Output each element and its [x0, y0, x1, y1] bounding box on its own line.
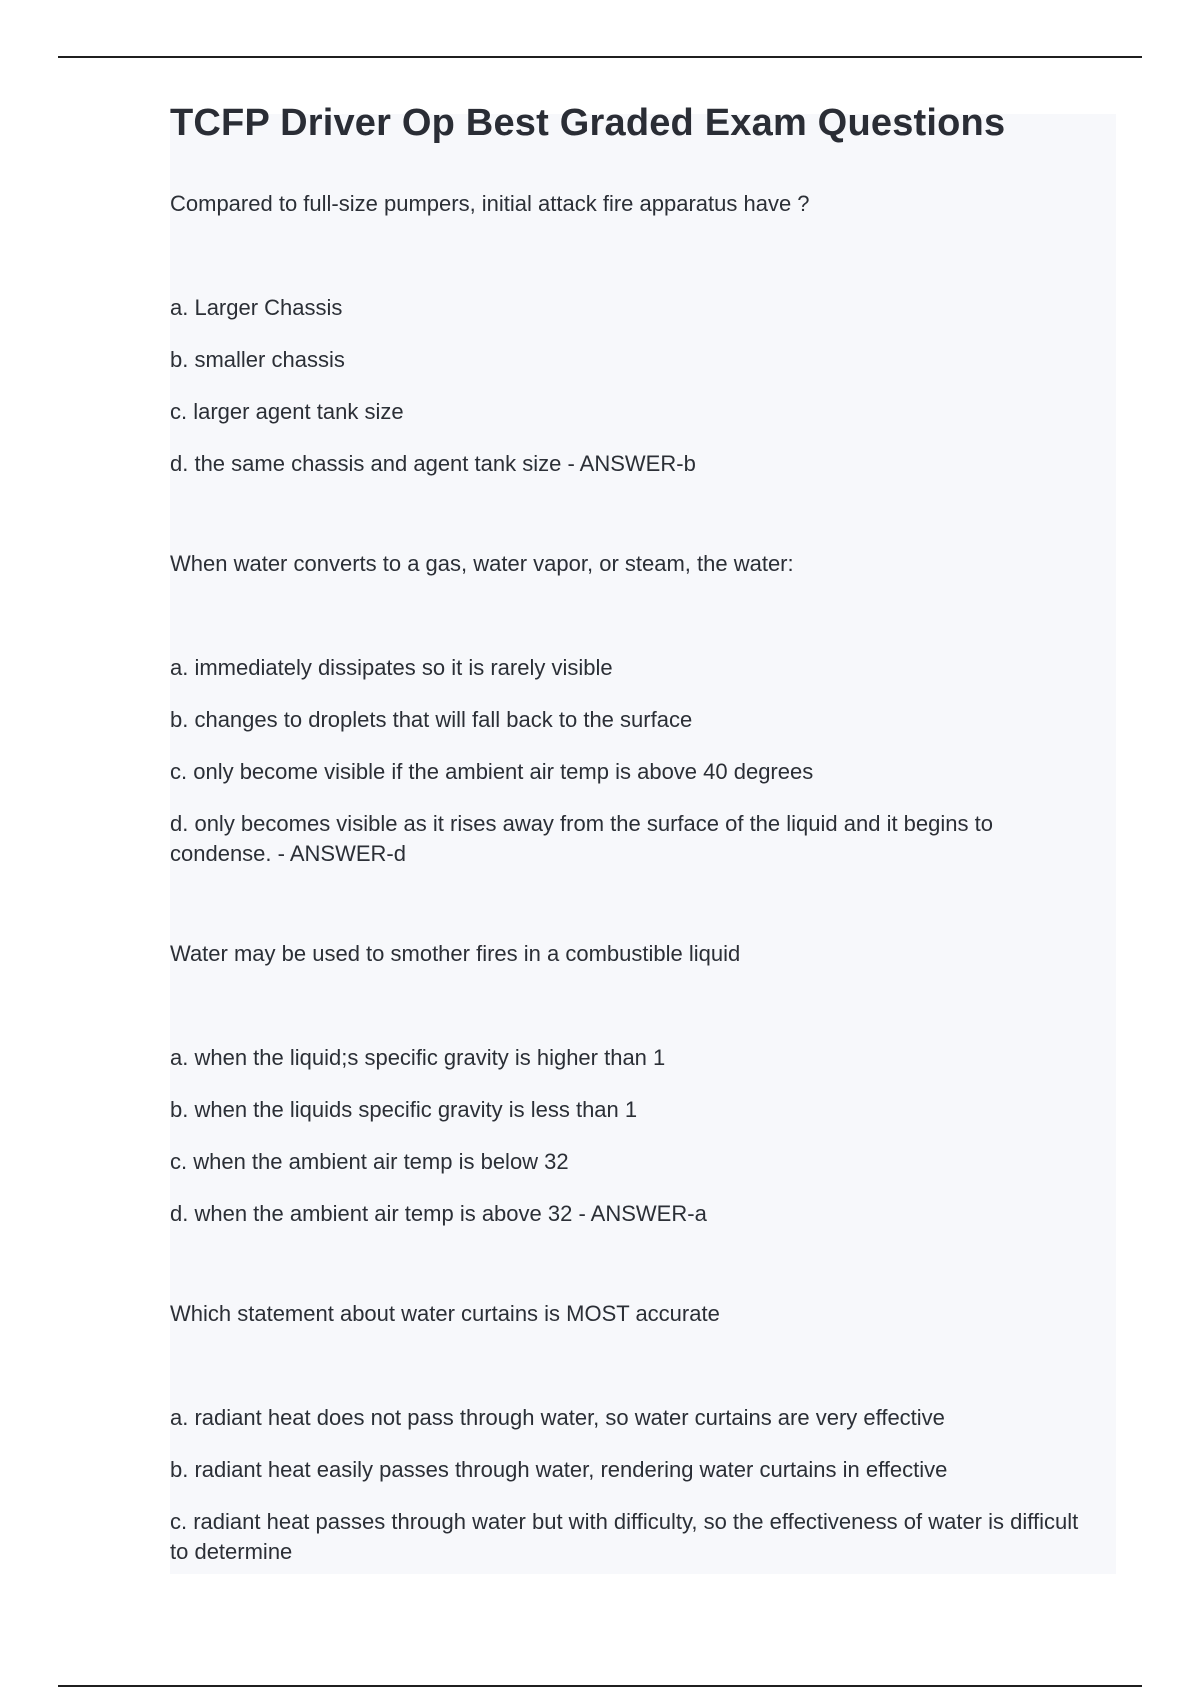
option-d: d. only becomes visible as it rises away from the surface of the liquid and it begins to condense. - ANSWER-d	[170, 811, 993, 866]
question-1	[170, 189, 1095, 479]
top-rule	[58, 56, 1142, 58]
option-c: c. only become visible if the ambient air temp is above 40 degrees	[170, 759, 814, 784]
option-list	[170, 653, 1095, 869]
option-b: b. when the liquids specific gravity is less than 1	[170, 1097, 638, 1122]
option-b: b. smaller chassis	[170, 347, 345, 372]
option-b: b. changes to droplets that will fall back to the surface	[170, 707, 693, 732]
option-a: a. radiant heat does not pass through water, so water curtains are very effective	[170, 1405, 945, 1430]
question-prompt: When water converts to a gas, water vapor, or steam, the water:	[170, 551, 794, 576]
option-b: b. radiant heat easily passes through water, rendering water curtains in effective	[170, 1457, 948, 1482]
option-d: d. when the ambient air temp is above 32 - ANSWER-a	[170, 1201, 707, 1226]
option-list	[170, 293, 1095, 479]
option-a: a. immediately dissipates so it is rarely visible	[170, 655, 613, 680]
question-prompt: Compared to full-size pumpers, initial attack fire apparatus have ?	[170, 191, 810, 216]
question-4	[170, 1299, 1095, 1567]
question-prompt: Water may be used to smother fires in a combustible liquid	[170, 941, 741, 966]
option-list	[170, 1043, 1095, 1229]
bottom-rule	[58, 1685, 1142, 1687]
question-prompt: Which statement about water curtains is MOST accurate	[170, 1301, 720, 1326]
question-3	[170, 939, 1095, 1229]
question-2	[170, 549, 1095, 869]
option-a: a. Larger Chassis	[170, 295, 343, 320]
document-title: TCFP Driver Op Best Graded Exam Questions	[170, 102, 1006, 144]
option-c: c. larger agent tank size	[170, 399, 404, 424]
option-list	[170, 1403, 1095, 1567]
option-c: c. radiant heat passes through water but with difficulty, so the effectiveness of water is difficult to determine	[170, 1509, 1079, 1564]
option-a: a. when the liquid;s specific gravity is higher than 1	[170, 1045, 666, 1070]
document-body	[170, 100, 1095, 1637]
option-c: c. when the ambient air temp is below 32	[170, 1149, 569, 1174]
option-d: d. the same chassis and agent tank size - ANSWER-b	[170, 451, 696, 476]
